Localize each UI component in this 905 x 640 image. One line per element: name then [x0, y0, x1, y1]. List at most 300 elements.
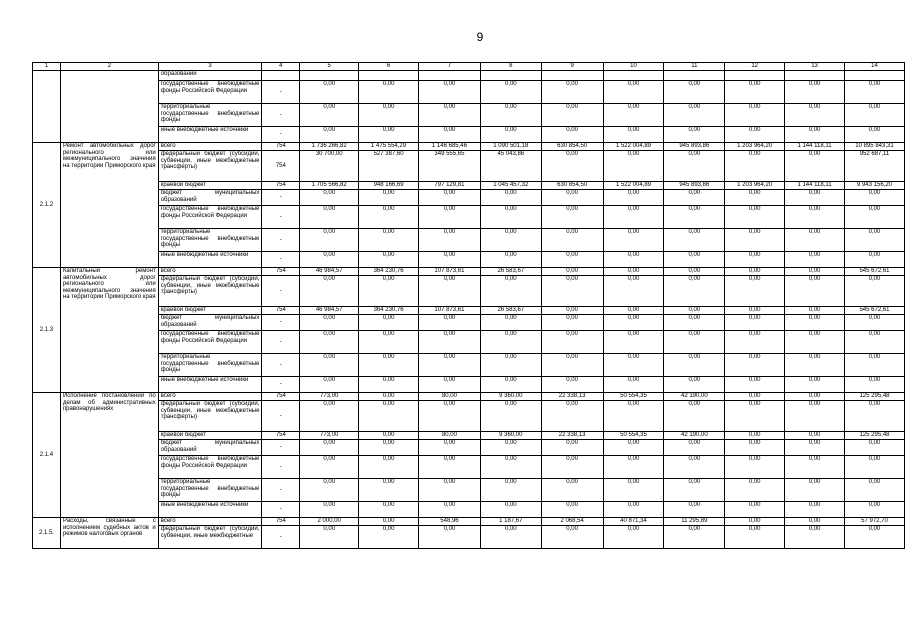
amount-cell: 0,00 — [725, 268, 785, 276]
amount-cell: 0,00 — [300, 526, 359, 549]
amount-cell: 0,00 — [541, 502, 603, 518]
budget-code: 754 — [262, 307, 300, 315]
amount-cell: 0,00 — [541, 151, 603, 182]
amount-cell: 0,00 — [480, 377, 541, 393]
amount-cell: 0,00 — [300, 229, 359, 252]
funding-source: краевой бюджет — [158, 182, 262, 190]
amount-cell: 0,00 — [844, 377, 904, 393]
amount-cell — [480, 71, 541, 81]
amount-cell: 26 583,67 — [480, 307, 541, 315]
table-row — [33, 268, 905, 276]
amount-cell: 0,00 — [480, 456, 541, 479]
amount-cell: 0,00 — [359, 432, 419, 440]
amount-cell: 0,00 — [844, 401, 904, 432]
column-number: 14 — [844, 63, 904, 71]
amount-cell: 0,00 — [480, 401, 541, 432]
row-index: 2.1.4 — [33, 393, 61, 518]
amount-cell: 0,00 — [541, 440, 603, 456]
table-row — [33, 432, 905, 440]
amount-cell: 11 295,89 — [664, 518, 725, 526]
amount-cell: 0,00 — [480, 252, 541, 268]
amount-cell: 0,00 — [785, 151, 845, 182]
budget-code: - — [262, 502, 300, 518]
amount-cell: 0,00 — [603, 104, 664, 127]
amount-cell: 0,00 — [603, 502, 664, 518]
amount-cell: 0,00 — [419, 315, 481, 331]
amount-cell: 0,00 — [725, 81, 785, 104]
amount-cell: 0,00 — [541, 229, 603, 252]
amount-cell: 0,00 — [480, 190, 541, 206]
budget-code: - — [262, 206, 300, 229]
funding-source: государственные внебюджетные фонды Российской Федерации — [158, 456, 262, 479]
amount-cell: 0,00 — [541, 127, 603, 143]
amount-cell: 0,00 — [664, 401, 725, 432]
amount-cell: 0,00 — [603, 206, 664, 229]
budget-code: - — [262, 104, 300, 127]
amount-cell: 0,00 — [480, 276, 541, 307]
table-row — [33, 151, 905, 182]
amount-cell: 0,00 — [725, 190, 785, 206]
table-row — [33, 104, 905, 127]
amount-cell: 0,00 — [725, 104, 785, 127]
funding-source: территориальные государственные внебюджетные фонды — [158, 104, 262, 127]
funding-source: краевой бюджет — [158, 432, 262, 440]
amount-cell: 0,00 — [541, 354, 603, 377]
amount-cell: 630 854,50 — [541, 182, 603, 190]
amount-cell: 0,00 — [785, 393, 845, 401]
amount-cell: 0,00 — [480, 479, 541, 502]
funding-source: государственные внебюджетные фонды Российской Федерации — [158, 81, 262, 104]
table-row — [33, 518, 905, 526]
funding-source: бюджет муниципальных образований — [158, 315, 262, 331]
column-number-row — [33, 63, 905, 71]
table-row — [33, 206, 905, 229]
amount-cell: 22 338,13 — [541, 393, 603, 401]
column-number: 9 — [541, 63, 603, 71]
amount-cell: 1 736 266,82 — [300, 143, 359, 151]
amount-cell: 0,00 — [419, 229, 481, 252]
amount-cell: 0,00 — [785, 315, 845, 331]
budget-code: - — [262, 440, 300, 456]
budget-code: - — [262, 190, 300, 206]
table-row — [33, 479, 905, 502]
amount-cell: 40 871,34 — [603, 518, 664, 526]
amount-cell: 10 895 843,31 — [844, 143, 904, 151]
amount-cell — [419, 71, 481, 81]
amount-cell: 45 043,86 — [480, 151, 541, 182]
amount-cell: 0,00 — [664, 252, 725, 268]
amount-cell: 9 943 156,20 — [844, 182, 904, 190]
budget-code — [262, 71, 300, 81]
amount-cell: 773,00 — [300, 432, 359, 440]
amount-cell: 0,00 — [359, 81, 419, 104]
budget-code: 754 — [262, 432, 300, 440]
amount-cell: 945 893,86 — [664, 182, 725, 190]
measure-name: Расходы, связанные с исполнением судебных актов и режимов налоговых органов — [60, 518, 158, 549]
table-row — [33, 393, 905, 401]
amount-cell: 0,00 — [725, 307, 785, 315]
table-row — [33, 502, 905, 518]
amount-cell: 0,00 — [480, 206, 541, 229]
amount-cell: 46 984,57 — [300, 268, 359, 276]
amount-cell: 0,00 — [359, 456, 419, 479]
amount-cell: 0,00 — [419, 190, 481, 206]
funding-source: бюджет муниципальных образований — [158, 190, 262, 206]
amount-cell — [664, 71, 725, 81]
amount-cell: 0,00 — [725, 354, 785, 377]
amount-cell: 0,00 — [359, 377, 419, 393]
table-row — [33, 276, 905, 307]
row-index: 2.1.3 — [33, 268, 61, 393]
amount-cell — [785, 71, 845, 81]
amount-cell: 0,00 — [480, 104, 541, 127]
amount-cell: 1 522 004,89 — [603, 143, 664, 151]
budget-code: - — [262, 401, 300, 432]
row-index: 2.1.5. — [33, 518, 61, 549]
amount-cell: 0,00 — [785, 331, 845, 354]
amount-cell: 0,00 — [785, 440, 845, 456]
amount-cell: 0,00 — [785, 502, 845, 518]
amount-cell: 0,00 — [359, 526, 419, 549]
budget-code: 754 — [262, 182, 300, 190]
amount-cell: 0,00 — [664, 190, 725, 206]
amount-cell: 0,00 — [844, 206, 904, 229]
table-row — [33, 127, 905, 143]
amount-cell — [300, 71, 359, 81]
amount-cell: 0,00 — [541, 81, 603, 104]
amount-cell: 0,00 — [725, 229, 785, 252]
amount-cell: 0,00 — [541, 268, 603, 276]
amount-cell: 0,00 — [541, 276, 603, 307]
amount-cell: 50 554,35 — [603, 432, 664, 440]
amount-cell: 1 705 566,82 — [300, 182, 359, 190]
amount-cell: 0,00 — [725, 127, 785, 143]
amount-cell: 0,00 — [359, 354, 419, 377]
amount-cell: 0,00 — [359, 502, 419, 518]
amount-cell: 0,00 — [844, 229, 904, 252]
amount-cell: 26 583,67 — [480, 268, 541, 276]
amount-cell: 0,00 — [785, 479, 845, 502]
amount-cell: 0,00 — [725, 526, 785, 549]
amount-cell: 0,00 — [300, 401, 359, 432]
amount-cell: 0,00 — [664, 307, 725, 315]
amount-cell: 0,00 — [419, 440, 481, 456]
amount-cell: 948 166,69 — [359, 182, 419, 190]
column-number: 13 — [785, 63, 845, 71]
amount-cell: 0,00 — [541, 206, 603, 229]
amount-cell: 0,00 — [844, 331, 904, 354]
amount-cell: 0,00 — [603, 127, 664, 143]
amount-cell: 42 190,00 — [664, 393, 725, 401]
amount-cell: 0,00 — [300, 354, 359, 377]
amount-cell: 0,00 — [785, 252, 845, 268]
amount-cell: 1 203 964,20 — [725, 143, 785, 151]
amount-cell: 0,00 — [844, 252, 904, 268]
funding-source: государственные внебюджетные фонды Российской Федерации — [158, 206, 262, 229]
amount-cell: 0,00 — [419, 526, 481, 549]
amount-cell: 0,00 — [359, 229, 419, 252]
funding-source: образований — [158, 71, 262, 81]
budget-code: 754 — [262, 393, 300, 401]
amount-cell: 0,00 — [480, 354, 541, 377]
amount-cell: 0,00 — [725, 393, 785, 401]
amount-cell: 0,00 — [785, 276, 845, 307]
funding-source: территориальные государственные внебюджетные фонды — [158, 229, 262, 252]
amount-cell: 1 187,67 — [480, 518, 541, 526]
budget-code: - — [262, 479, 300, 502]
table-row — [33, 190, 905, 206]
amount-cell: 0,00 — [844, 354, 904, 377]
amount-cell: 80,00 — [419, 432, 481, 440]
amount-cell: 0,00 — [785, 104, 845, 127]
amount-cell: 364 230,76 — [359, 268, 419, 276]
amount-cell: 0,00 — [359, 401, 419, 432]
budget-code: 754 — [262, 268, 300, 276]
amount-cell: 0,00 — [480, 229, 541, 252]
funding-source: всего — [158, 518, 262, 526]
budget-code: - — [262, 315, 300, 331]
amount-cell: 0,00 — [603, 190, 664, 206]
amount-cell: 0,00 — [844, 81, 904, 104]
amount-cell: 1 144 118,11 — [785, 182, 845, 190]
table-row — [33, 229, 905, 252]
amount-cell: 0,00 — [785, 127, 845, 143]
amount-cell: 0,00 — [785, 377, 845, 393]
budget-code: - — [262, 354, 300, 377]
measure-name — [60, 71, 158, 143]
amount-cell: 0,00 — [664, 268, 725, 276]
amount-cell — [725, 71, 785, 81]
amount-cell: 42 190,00 — [664, 432, 725, 440]
funding-source: всего — [158, 393, 262, 401]
amount-cell: 0,00 — [359, 331, 419, 354]
amount-cell: 0,00 — [603, 151, 664, 182]
amount-cell: 0,00 — [480, 440, 541, 456]
amount-cell: 0,00 — [725, 151, 785, 182]
amount-cell: 0,00 — [603, 526, 664, 549]
amount-cell: 0,00 — [725, 401, 785, 432]
amount-cell: 0,00 — [359, 440, 419, 456]
budget-code: 754 — [262, 143, 300, 151]
amount-cell: 0,00 — [725, 276, 785, 307]
amount-cell: 0,00 — [785, 206, 845, 229]
table-row — [33, 81, 905, 104]
amount-cell: 0,00 — [844, 502, 904, 518]
amount-cell: 0,00 — [300, 315, 359, 331]
funding-source: иные внебюджетные источники — [158, 127, 262, 143]
budget-code: - — [262, 81, 300, 104]
amount-cell: 0,00 — [359, 518, 419, 526]
amount-cell: 0,00 — [785, 307, 845, 315]
amount-cell: 0,00 — [725, 456, 785, 479]
amount-cell: 0,00 — [300, 479, 359, 502]
amount-cell: 0,00 — [785, 401, 845, 432]
budget-code: - — [262, 526, 300, 549]
table-row — [33, 315, 905, 331]
measure-name: Капитальный ремонт автомобильных дорог регионального или межмуниципального значения на территории Приморского края — [60, 268, 158, 393]
amount-cell: 0,00 — [300, 331, 359, 354]
budget-code: - — [262, 456, 300, 479]
amount-cell — [844, 71, 904, 81]
amount-cell: 125 295,48 — [844, 393, 904, 401]
amount-cell: 0,00 — [664, 377, 725, 393]
amount-cell: 0,00 — [541, 526, 603, 549]
amount-cell: 0,00 — [419, 206, 481, 229]
table-row — [33, 307, 905, 315]
amount-cell: 0,00 — [844, 104, 904, 127]
amount-cell: 0,00 — [844, 479, 904, 502]
amount-cell: 0,00 — [725, 206, 785, 229]
amount-cell: 1 045 457,32 — [480, 182, 541, 190]
column-number: 12 — [725, 63, 785, 71]
amount-cell: 0,00 — [419, 377, 481, 393]
amount-cell: 0,00 — [785, 354, 845, 377]
amount-cell: 9 360,00 — [480, 393, 541, 401]
amount-cell: 0,00 — [603, 354, 664, 377]
amount-cell: 0,00 — [664, 276, 725, 307]
amount-cell: 0,00 — [419, 502, 481, 518]
budget-code: - — [262, 377, 300, 393]
amount-cell: 0,00 — [300, 456, 359, 479]
amount-cell: 1 144 118,11 — [785, 143, 845, 151]
amount-cell: 0,00 — [541, 377, 603, 393]
amount-cell: 0,00 — [603, 252, 664, 268]
table-row — [33, 401, 905, 432]
amount-cell: 0,00 — [664, 440, 725, 456]
amount-cell: 0,00 — [419, 401, 481, 432]
table-row — [33, 440, 905, 456]
funding-source: государственные внебюджетные фонды Российской Федерации — [158, 331, 262, 354]
amount-cell: 0,00 — [844, 190, 904, 206]
amount-cell: 0,00 — [664, 127, 725, 143]
amount-cell: 0,00 — [419, 127, 481, 143]
amount-cell: 0,00 — [359, 315, 419, 331]
amount-cell: 57 972,70 — [844, 518, 904, 526]
amount-cell: 0,00 — [664, 315, 725, 331]
table-row — [33, 456, 905, 479]
amount-cell: 0,00 — [541, 190, 603, 206]
amount-cell: 0,00 — [300, 190, 359, 206]
column-number: 5 — [300, 63, 359, 71]
amount-cell: 797 129,81 — [419, 182, 481, 190]
table-row — [33, 143, 905, 151]
amount-cell: 0,00 — [541, 401, 603, 432]
funding-source: бюджет муниципальных образований — [158, 440, 262, 456]
measure-name: Ремонт автомобильных дорог регионального или межмуниципального значения на территории Приморского края — [60, 143, 158, 268]
amount-cell: 0,00 — [480, 315, 541, 331]
amount-cell: 349 555,65 — [419, 151, 481, 182]
funding-source: иные внебюджетные источники — [158, 377, 262, 393]
amount-cell: 50 554,35 — [603, 393, 664, 401]
amount-cell: 0,00 — [480, 526, 541, 549]
amount-cell: 0,00 — [541, 307, 603, 315]
amount-cell: 2 068,54 — [541, 518, 603, 526]
amount-cell: 0,00 — [300, 276, 359, 307]
budget-code: - — [262, 331, 300, 354]
amount-cell: 630 854,50 — [541, 143, 603, 151]
amount-cell: 0,00 — [603, 307, 664, 315]
amount-cell: 0,00 — [664, 526, 725, 549]
funding-source: территориальные государственные внебюджетные фонды — [158, 479, 262, 502]
amount-cell: 0,00 — [785, 526, 845, 549]
amount-cell: 952 687,11 — [844, 151, 904, 182]
amount-cell: 0,00 — [725, 377, 785, 393]
amount-cell: 545 672,61 — [844, 307, 904, 315]
amount-cell: 0,00 — [725, 479, 785, 502]
table-row — [33, 331, 905, 354]
amount-cell: 0,00 — [419, 456, 481, 479]
funding-source: федеральный бюджет (субсидии, субвенции, иные межбюджетные трансферты) — [158, 401, 262, 432]
amount-cell: 0,00 — [785, 518, 845, 526]
funding-source: федеральный бюджет (субсидии, субвенции, иные межбюджетные трансферты) — [158, 151, 262, 182]
column-number: 4 — [262, 63, 300, 71]
row-index: 2.1.2 — [33, 143, 61, 268]
table-row — [33, 377, 905, 393]
amount-cell: 0,00 — [480, 127, 541, 143]
amount-cell: 0,00 — [603, 440, 664, 456]
column-number: 10 — [603, 63, 664, 71]
amount-cell: 0,00 — [480, 81, 541, 104]
amount-cell: 0,00 — [785, 268, 845, 276]
amount-cell: 0,00 — [603, 377, 664, 393]
amount-cell: 1 090 501,18 — [480, 143, 541, 151]
amount-cell: 0,00 — [725, 518, 785, 526]
amount-cell: 0,00 — [664, 479, 725, 502]
amount-cell: 0,00 — [359, 252, 419, 268]
amount-cell: 0,00 — [541, 252, 603, 268]
amount-cell: 1 203 964,20 — [725, 182, 785, 190]
amount-cell: 0,00 — [844, 526, 904, 549]
amount-cell: 0,00 — [300, 502, 359, 518]
table-row — [33, 526, 905, 549]
amount-cell: 22 338,13 — [541, 432, 603, 440]
funding-source: федеральный бюджет (субсидии, субвенции, иные межбюджетные — [158, 526, 262, 549]
amount-cell: 0,00 — [844, 315, 904, 331]
column-number: 3 — [158, 63, 262, 71]
amount-cell: 0,00 — [785, 432, 845, 440]
budget-code: 754 — [262, 518, 300, 526]
amount-cell: 0,00 — [359, 479, 419, 502]
amount-cell: 0,00 — [664, 206, 725, 229]
amount-cell: 0,00 — [725, 252, 785, 268]
budget-code: 754 — [262, 151, 300, 182]
amount-cell: 0,00 — [725, 331, 785, 354]
funding-source: всего — [158, 268, 262, 276]
amount-cell — [603, 71, 664, 81]
amount-cell: 30 700,00 — [300, 151, 359, 182]
amount-cell: 0,00 — [603, 315, 664, 331]
amount-cell: 0,00 — [785, 229, 845, 252]
column-number: 1 — [33, 63, 61, 71]
row-index — [33, 71, 61, 143]
table-row — [33, 182, 905, 190]
page-number: 9 — [476, 30, 484, 44]
amount-cell: 107 873,61 — [419, 307, 481, 315]
amount-cell: 0,00 — [541, 479, 603, 502]
amount-cell: 0,00 — [541, 331, 603, 354]
amount-cell: 0,00 — [603, 268, 664, 276]
amount-cell: 0,00 — [664, 502, 725, 518]
amount-cell: 0,00 — [664, 104, 725, 127]
amount-cell: 0,00 — [603, 81, 664, 104]
amount-cell: 0,00 — [725, 315, 785, 331]
amount-cell: 0,00 — [419, 479, 481, 502]
amount-cell: 0,00 — [300, 440, 359, 456]
amount-cell: 0,00 — [603, 401, 664, 432]
amount-cell: 0,00 — [785, 456, 845, 479]
amount-cell: 9 360,00 — [480, 432, 541, 440]
amount-cell: 0,00 — [359, 104, 419, 127]
